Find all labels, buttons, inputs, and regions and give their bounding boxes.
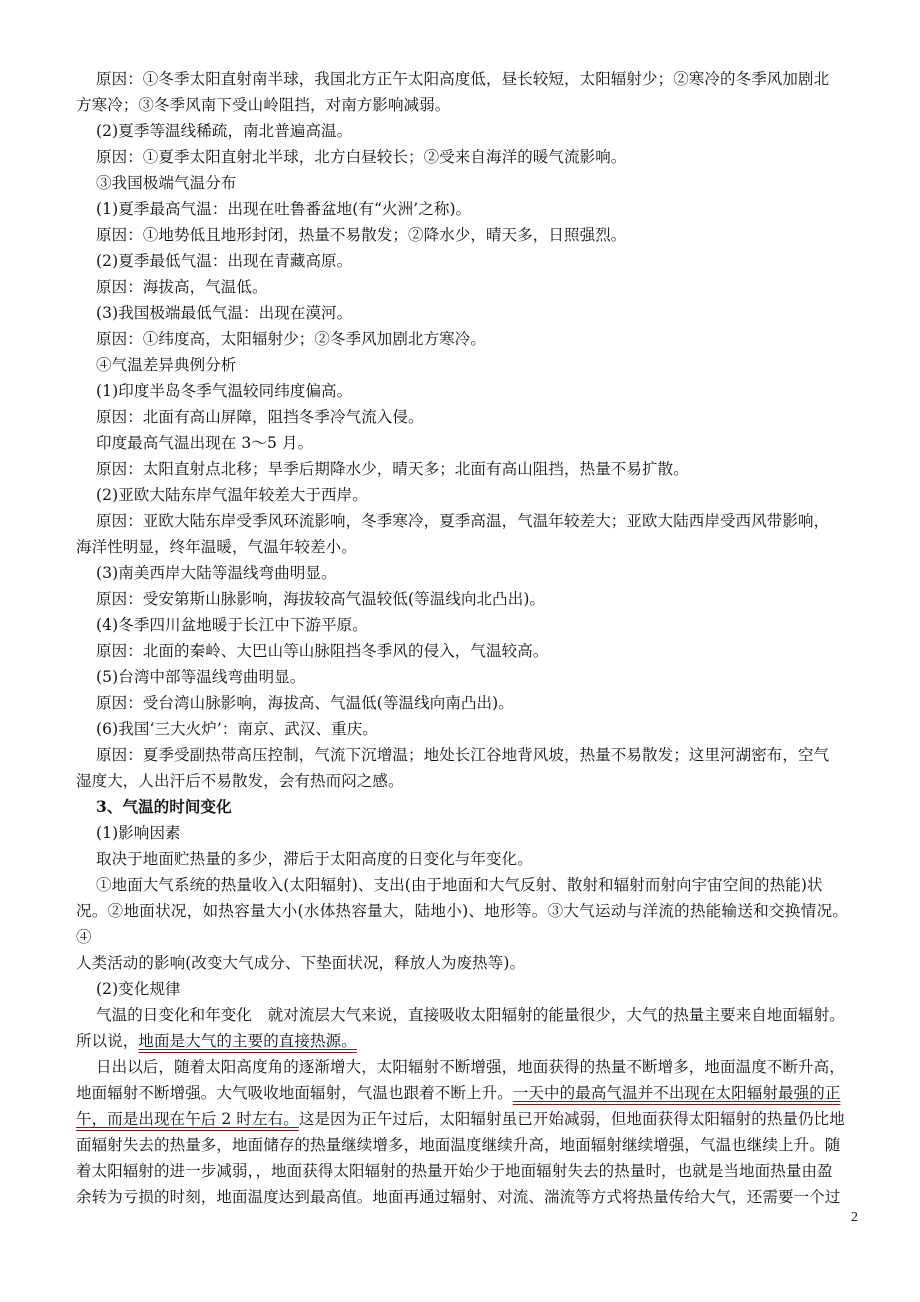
subheading: (2)夏季等温线稀疏，南北普遍高温。 [96, 122, 353, 140]
section-heading: 3、气温的时间变化 [96, 797, 232, 816]
text-line: 印度最高气温出现在 3～5 月。 [96, 434, 314, 452]
text-line: 着太阳辐射的进一步减弱，，地面获得太阳辐射的热量开始少于地面辐射失去的热量时，也就是当地面热量由盈 [76, 1162, 833, 1180]
text-line: ①地面大气系统的热量收入(太阳辐射)、支出(由于地面和大气反射、散射和辐射而射向宇宙空间的热能)状 [96, 876, 823, 894]
text-line: 原因：①纬度高，太阳辐射少；②冬季风加剧北方寒冷。 [96, 330, 487, 348]
text-line [76, 1080, 848, 1106]
page-number: 2 [851, 1210, 858, 1225]
subheading: (6)我国‘三大火炉’：南京、武汉、重庆。 [96, 720, 378, 738]
subheading: (1)影响因素 [96, 824, 181, 842]
underlined-text: 地面是大气的主要的直接热源。 [138, 1032, 357, 1050]
subheading: (5)台湾中部等温线弯曲明显。 [96, 668, 306, 686]
text-line: 余转为亏损的时刻，地面温度达到最高值。地面再通过辐射、对流、湍流等方式将热量传给大气，还需要一个过 [76, 1188, 841, 1206]
subheading: (4)冬季四川盆地暖于长江中下游平原。 [96, 616, 368, 634]
text-line: 原因：海拔高，气温低。 [96, 278, 268, 296]
text-line: 海洋性明显，终年温暖，气温年较差小。 [76, 538, 357, 556]
text-line: 原因：亚欧大陆东岸受季风环流影响，冬季寒冷，夏季高温，气温年较差大；亚欧大陆西岸受西风带影响， [96, 512, 830, 530]
text-line: 面辐射失去的热量多，地面储存的热量继续增多，地面温度继续升高，地面辐射继续增强，气温也继续上升。随 [76, 1136, 841, 1154]
subheading: (3)南美西岸大陆等温线弯曲明显。 [96, 564, 337, 582]
subheading: (2)变化规律 [96, 980, 181, 998]
subheading: (3)我国极端最低气温：出现在漠河。 [96, 304, 353, 322]
underlined-text: 一天中的最高气温并不出现在太阳辐射最强的正 [512, 1084, 841, 1102]
text-line: 湿度大，人出汗后不易散发，会有热而闷之感。 [76, 772, 404, 790]
text-line [76, 1028, 848, 1054]
text-line: 原因：北面的秦岭、大巴山等山脉阻挡冬季风的侵入，气温较高。 [96, 642, 549, 660]
text-line: 方寒冷；③冬季风南下受山岭阻挡，对南方影响减弱。 [76, 96, 451, 114]
text-line [76, 1106, 848, 1132]
text-line: 原因：①夏季太阳直射北半球，北方白昼较长；②受来自海洋的暖气流影响。 [96, 148, 627, 166]
text-span: 地面辐射不断增强。大气吸收地面辐射，气温也跟着不断上升。 [76, 1084, 513, 1102]
text-line: 人类活动的影响(改变大气成分、下垫面状况，释放人为废热等)。 [76, 954, 526, 972]
text-line: 原因：北面有高山屏障，阻挡冬季冷气流入侵。 [96, 408, 424, 426]
subheading: (2)亚欧大陆东岸气温年较差大于西岸。 [96, 486, 368, 504]
subheading: (2)夏季最低气温：出现在青藏高原。 [96, 252, 353, 270]
subheading: (1)夏季最高气温：出现在吐鲁番盆地(有“火洲’之称)。 [96, 200, 472, 218]
text-line: 日出以后，随着太阳高度角的逐渐增大，太阳辐射不断增强，地面获得的热量不断增多，地面温度不断升高， [96, 1058, 845, 1076]
text-line: 原因：夏季受副热带高压控制，气流下沉增温；地处长江谷地背风坡，热量不易散发；这里河湖密布，空气 [96, 746, 830, 764]
text-line: 气温的日变化和年变化 就对流层大气来说，直接吸收太阳辐射的能量很少，大气的热量主要来自地面辐射。 [96, 1006, 845, 1024]
text-line: 况。②地面状况，如热容量大小(水体热容量大，陆地小)、地形等。③大气运动与洋流的热能输送和交换情况。④ [76, 902, 848, 946]
underlined-text: 午，而是出现在午后 2 时左右。 [76, 1110, 299, 1128]
text-line: 原因：受台湾山脉影响，海拔高、气温低(等温线向南凸出)。 [96, 694, 514, 712]
subheading: ③我国极端气温分布 [96, 174, 237, 192]
subheading: (1)印度半岛冬季气温较同纬度偏高。 [96, 382, 353, 400]
text-line: 原因：①地势低且地形封闭，热量不易散发；②降水少，晴天多，日照强烈。 [96, 226, 627, 244]
text-line: 取决于地面贮热量的多少，滞后于太阳高度的日变化与年变化。 [96, 850, 533, 868]
document-page [76, 66, 848, 1210]
subheading: ④气温差异典例分析 [96, 356, 237, 374]
text-line: 原因：受安第斯山脉影响，海拔较高气温较低(等温线向北凸出)。 [96, 590, 546, 608]
text-line: 原因：太阳直射点北移；旱季后期降水少，晴天多；北面有高山阻挡，热量不易扩散。 [96, 460, 689, 478]
text-line: 原因：①冬季太阳直射南半球，我国北方正午太阳高度低，昼长较短，太阳辐射少；②寒冷的冬季风加剧北 [96, 70, 830, 88]
text-span: 这是因为正午过后，太阳辐射虽已开始减弱，但地面获得太阳辐射的热量仍比地 [298, 1110, 845, 1128]
text-span: 所以说， [76, 1032, 139, 1050]
